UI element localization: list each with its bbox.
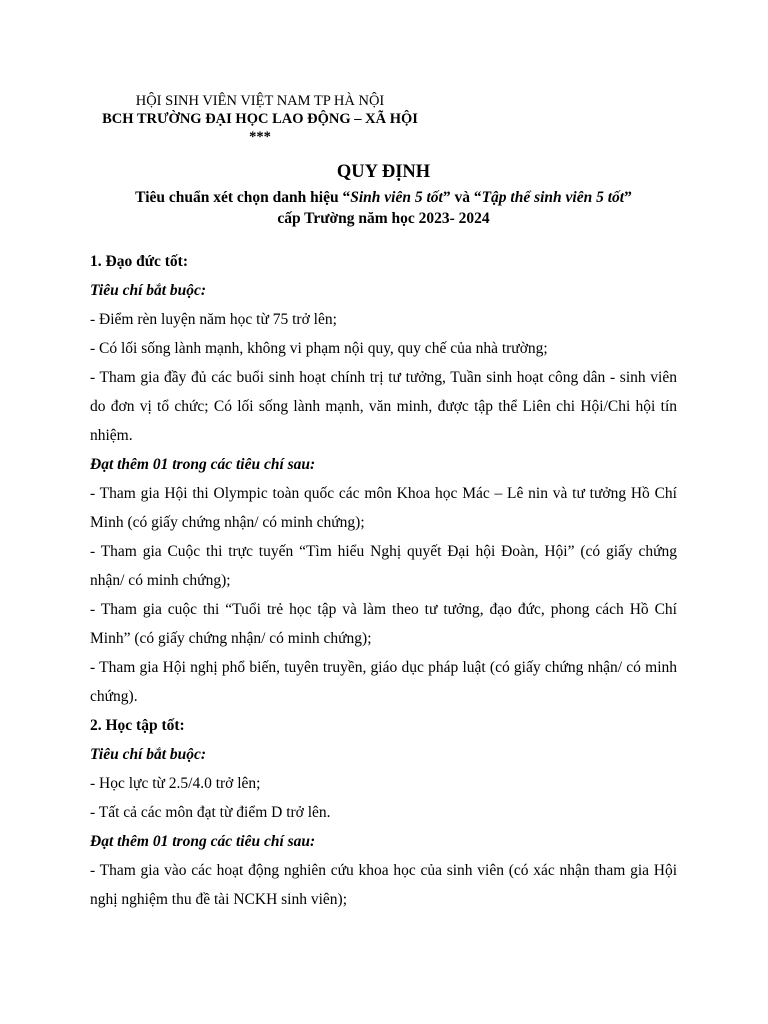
org-name-line1: HỘI SINH VIÊN VIỆT NAM TP HÀ NỘI [135,93,385,109]
subtitle-mid: ” và “ [442,189,482,206]
title-block [90,160,677,229]
header-stars: *** [249,129,271,145]
org-name-line2: BCH TRƯỜNG ĐẠI HỌC LAO ĐỘNG – XÃ HỘI [102,111,418,127]
criteria-item: - Tất cả các môn đạt từ điểm D trở lên. [90,804,331,821]
criteria-item: - Học lực từ 2.5/4.0 trở lên; [90,775,261,792]
criteria-heading: Đạt thêm 01 trong các tiêu chí sau: [90,456,316,473]
subtitle-suffix: ” [624,189,632,206]
criteria-item: - Tham gia Cuộc thi trực tuyến “Tìm hiểu Nghị quyết Đại hội Đoàn, Hội” (có giấy chứng nhận/ có minh chứng); [90,543,677,589]
criteria-heading: Tiêu chí bắt buộc: [90,746,207,763]
subtitle-prefix: Tiêu chuẩn xét chọn danh hiệu “ [135,189,351,206]
organization-header [90,92,430,146]
criteria-item: - Tham gia cuộc thi “Tuổi trẻ học tập và làm theo tư tưởng, đạo đức, phong cách Hồ Chí Minh” (có giấy chứng nhận/ có minh chứng); [90,601,677,647]
section-heading: 1. Đạo đức tốt: [90,253,188,270]
document-body [90,247,677,914]
subtitle-emphasis-1: Sinh viên 5 tốt [350,189,443,206]
criteria-item: - Tham gia Hội thi Olympic toàn quốc các môn Khoa học Mác – Lê nin và tư tưởng Hồ Chí Minh (có giấy chứng nhận/ có minh chứng); [90,485,677,531]
criteria-item: - Điểm rèn luyện năm học từ 75 trở lên; [90,311,337,328]
subtitle-emphasis-2: Tập thể sinh viên 5 tốt [481,189,625,206]
criteria-item: - Có lối sống lành mạnh, không vi phạm nội quy, quy chế của nhà trường; [90,340,548,357]
section-heading: 2. Học tập tốt: [90,717,185,734]
criteria-item: - Tham gia Hội nghị phổ biến, tuyên truyền, giáo dục pháp luật (có giấy chứng nhận/ có minh chứng). [90,659,677,705]
criteria-item: - Tham gia đầy đủ các buổi sinh hoạt chính trị tư tưởng, Tuần sinh hoạt công dân - sinh viên do đơn vị tổ chức; Có lối sống lành mạnh, văn minh, được tập thể Liên chi Hội/Chi hội tín nhiệm. [90,369,677,444]
criteria-item: - Tham gia vào các hoạt động nghiên cứu khoa học của sinh viên (có xác nhận tham gia Hội nghị nghiệm thu đề tài NCKH sinh viên); [90,862,677,908]
criteria-heading: Tiêu chí bắt buộc: [90,282,207,299]
criteria-heading: Đạt thêm 01 trong các tiêu chí sau: [90,833,316,850]
subtitle-line2: cấp Trường năm học 2023- 2024 [277,210,490,227]
document-subtitle [90,187,677,229]
document-title: QUY ĐỊNH [336,162,431,182]
